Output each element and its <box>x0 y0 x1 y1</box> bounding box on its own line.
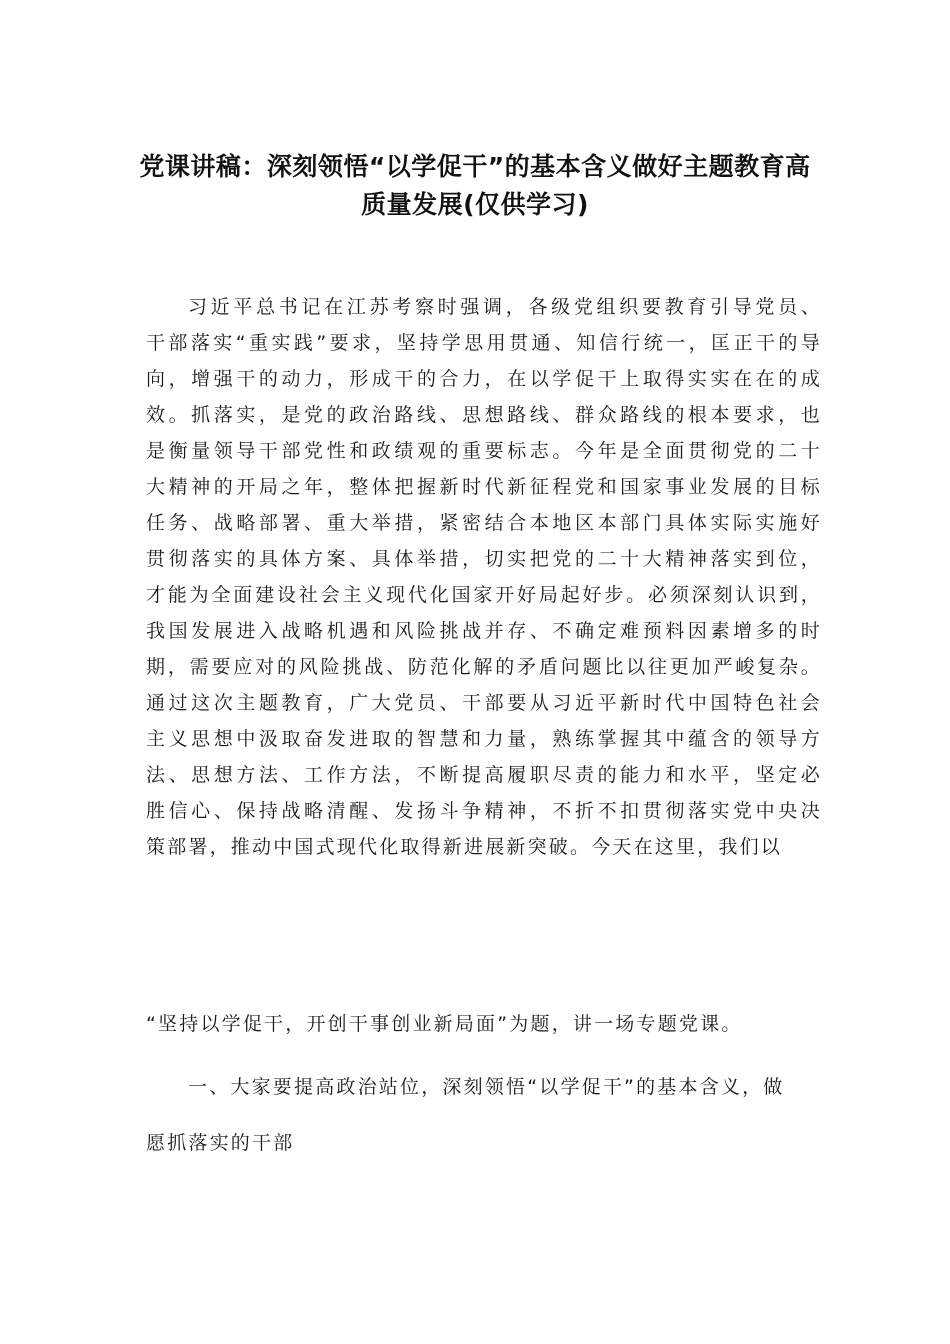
section-heading <box>146 1069 822 1105</box>
text-line: “坚持以学促干，开创干事创业新局面”为题，讲一场专题党课。 <box>146 1013 743 1035</box>
text-line: 策部署，推动中国式现代化取得新进展新突破。今天在这里，我们以 <box>146 836 783 858</box>
text-line: 大精神的开局之年，整体把握新时代新征程党和国家事业发展的目标 <box>146 476 822 498</box>
paragraph-topic <box>146 1006 822 1042</box>
text-line: 胜信心、保持战略清醒、发扬斗争精神，不折不扣贯彻落实党中央决 <box>146 800 822 822</box>
text-line: 习近平总书记在江苏考察时强调，各级党组织要教育引导党员、 <box>188 296 822 318</box>
text-line: 愿抓落实的干部 <box>146 1132 295 1154</box>
title-line: 质量发展(仅供学习) <box>361 190 589 219</box>
text-line: 一、大家要提高政治站位，深刻领悟“以学促干”的基本含义，做 <box>188 1076 785 1098</box>
text-line: 贯彻落实的具体方案、具体举措，切实把党的二十大精神落实到位， <box>146 548 822 570</box>
text-line: 干部落实“重实践”要求，坚持学思用贯通、知信行统一，匡正干的导 <box>146 332 822 354</box>
text-line: 任务、战略部署、重大举措，紧密结合本地区本部门具体实际实施好 <box>146 512 822 534</box>
text-line: 主义思想中汲取奋发进取的智慧和力量，熟练掌握其中蕴含的领导方 <box>146 728 822 750</box>
text-line: 向，增强干的动力，形成干的合力，在以学促干上取得实实在在的成 <box>146 368 822 390</box>
document-title <box>130 148 820 224</box>
text-line: 是衡量领导干部党性和政绩观的重要标志。今年是全面贯彻党的二十 <box>146 440 822 462</box>
section-heading-continuation <box>146 1125 822 1161</box>
text-line: 效。抓落实，是党的政治路线、思想路线、群众路线的根本要求，也 <box>146 404 822 426</box>
text-line: 通过这次主题教育，广大党员、干部要从习近平新时代中国特色社会 <box>146 692 822 714</box>
paragraph-intro <box>146 289 822 865</box>
text-line: 我国发展进入战略机遇和风险挑战并存、不确定难预料因素增多的时 <box>146 620 822 642</box>
text-line: 期，需要应对的风险挑战、防范化解的矛盾问题比以往更加严峻复杂。 <box>146 656 822 678</box>
text-line: 法、思想方法、工作方法，不断提高履职尽责的能力和水平，坚定必 <box>146 764 822 786</box>
text-line: 才能为全面建设社会主义现代化国家开好局起好步。必须深刻认识到， <box>146 584 822 606</box>
title-line: 党课讲稿：深刻领悟“以学促干”的基本含义做好主题教育高 <box>139 152 811 181</box>
